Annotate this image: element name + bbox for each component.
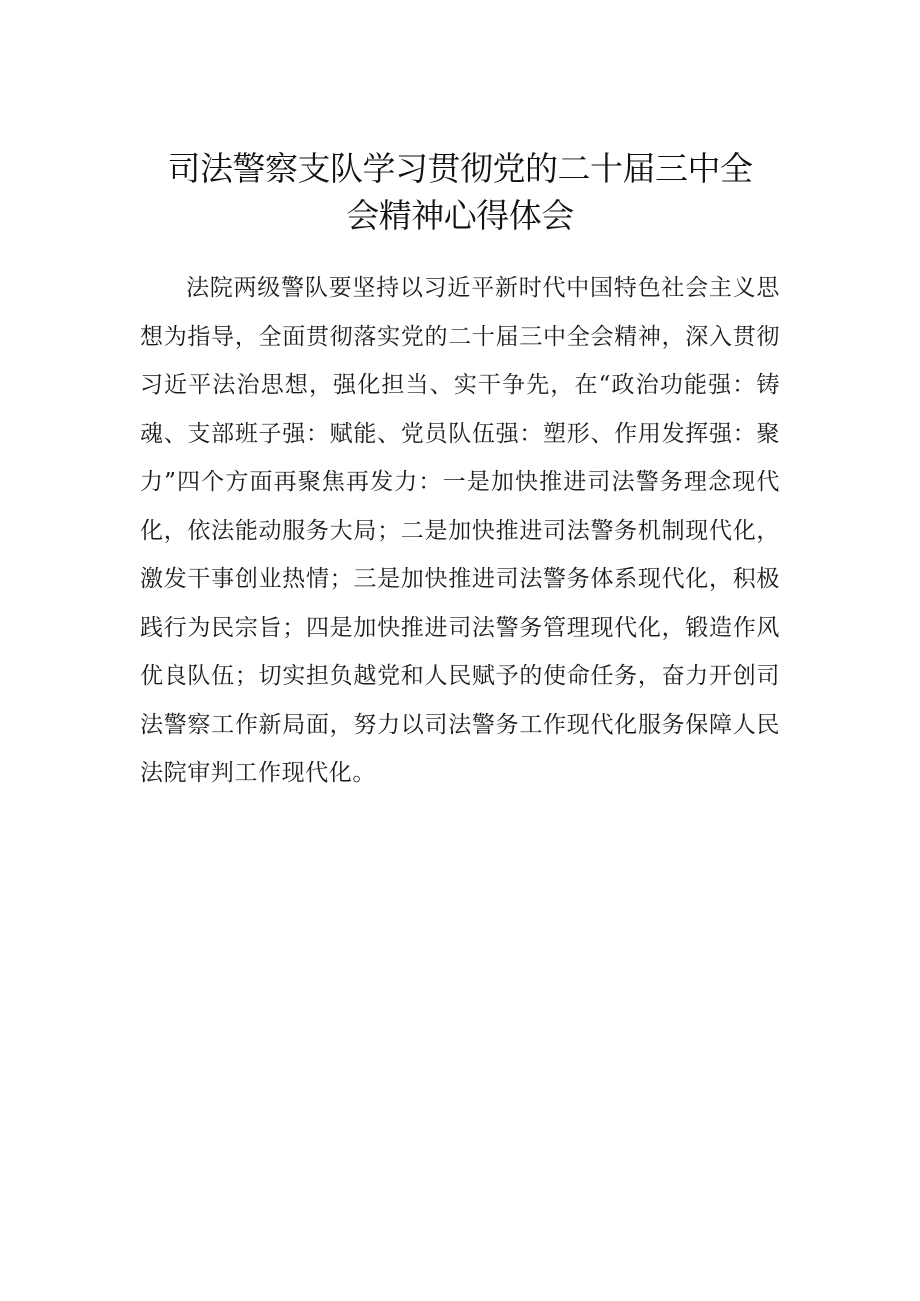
document-title (140, 145, 780, 239)
body-paragraph: 法院两级警队要坚持以习近平新时代中国特色社会主义思想为指导，全面贯彻落实党的二十届三中全会精神，深入贯彻习近平法治思想，强化担当、实干争先，在“政治功能强：铸魂、支部班子强：赋能、党员队伍强：塑形、作用发挥强：聚力”四个方面再聚焦再发力：一是加快推进司法警务理念现代化，依法能动服务大局；二是加快推进司法警务机制现代化，激发干事创业热情；三是加快推进司法警务体系现代化，积极践行为民宗旨；四是加快推进司法警务管理现代化，锻造作风优良队伍；切实担负越党和人民赋予的使命任务，奋力开创司法警察工作新局面，努力以司法警务工作现代化服务保障人民法院审判工作现代化。 (140, 275, 780, 786)
title-line-2: 会精神心得体会 (346, 196, 574, 235)
title-line-1: 司法警察支队学习贯彻党的二十届三中全 (167, 149, 753, 188)
